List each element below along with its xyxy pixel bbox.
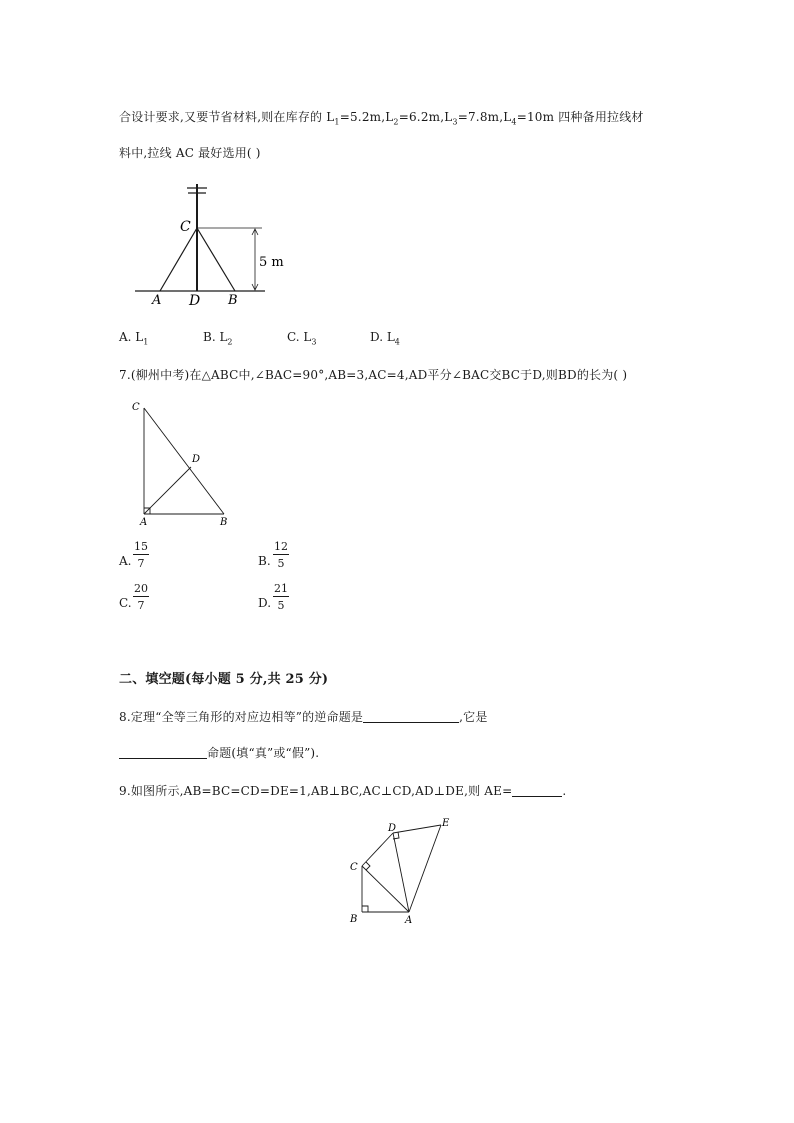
segment-de xyxy=(393,825,441,833)
side-bc xyxy=(144,408,224,514)
label-a: A xyxy=(152,293,162,308)
q6-option-a[interactable]: A. $L_1$ xyxy=(119,330,149,347)
q6-stem-line1: 合设计要求,又要节省材料,则在库存的 $L_1=5.2m,L_2=6.2m,L_3=7.8m,L_4=10m$ 四种备用拉线材 xyxy=(119,110,644,127)
q7-stem: 7.(柳州中考)在△ABC中,∠BAC=90°,AB=3,AC=4,AD平分∠BAC交BC于D,则BD的长为( ) xyxy=(119,368,628,382)
q7-option-b-letter[interactable]: B. xyxy=(258,554,271,568)
section-heading: 二、填空题(每小题 5 分,共 25 分) xyxy=(119,672,329,687)
q6-pole-figure xyxy=(130,178,290,310)
q8-stem-line1: 8.定理“全等三角形的对应边相等”的逆命题是 ,它是 xyxy=(119,710,488,724)
bisector-ad xyxy=(144,467,191,514)
segment-ad xyxy=(393,833,409,912)
label-c: C xyxy=(180,219,191,235)
q7-option-b-fraction: $\frac{12}{5}$ xyxy=(274,540,288,570)
q8-stem-line2: 命题(填“真”或“假”). xyxy=(119,744,319,761)
q9-spiral-figure xyxy=(342,816,458,928)
label-b: B xyxy=(350,914,358,925)
label-a: A xyxy=(405,915,413,926)
segment-ac xyxy=(362,866,409,912)
label-b: B xyxy=(228,293,238,308)
label-c: C xyxy=(132,402,140,413)
label-b: B xyxy=(220,517,228,528)
q8-blank-1[interactable] xyxy=(363,710,459,723)
wire-bc xyxy=(197,228,235,291)
label-a: A xyxy=(140,517,148,528)
right-angle-c xyxy=(366,862,370,870)
q6-option-d[interactable]: D. $L_4$ xyxy=(370,330,400,347)
right-angle-b xyxy=(362,906,368,912)
height-label: 5 m xyxy=(259,255,284,270)
label-e: E xyxy=(442,818,450,829)
q7-option-a-letter[interactable]: A. xyxy=(119,554,132,568)
q6-stem-line2: 料中,拉线 AC 最好选用( ) xyxy=(119,146,261,160)
q7-option-c-letter[interactable]: C. xyxy=(119,596,132,610)
segment-cd xyxy=(362,833,393,866)
segment-ae xyxy=(409,825,441,912)
q6-option-c[interactable]: C. $L_3$ xyxy=(287,330,317,347)
q7-triangle-figure xyxy=(128,398,238,530)
label-d: D xyxy=(192,454,201,465)
label-d: D xyxy=(189,293,201,309)
q7-option-d-fraction: $\frac{21}{5}$ xyxy=(274,582,288,612)
wire-ac xyxy=(160,228,197,291)
q7-option-a-fraction: $\frac{15}{7}$ xyxy=(134,540,148,570)
q6-option-b[interactable]: B. $L_2$ xyxy=(203,330,233,347)
q7-option-d-letter[interactable]: D. xyxy=(258,596,272,610)
q9-stem: 9.如图所示,AB=BC=CD=DE=1,AB⊥BC,AC⊥CD,AD⊥DE,则 AE= . xyxy=(119,784,567,798)
q8-blank-2[interactable] xyxy=(119,746,207,759)
label-c: C xyxy=(350,862,358,873)
q7-option-c-fraction: $\frac{20}{7}$ xyxy=(134,582,148,612)
label-d: D xyxy=(388,823,397,834)
q9-blank[interactable] xyxy=(512,784,562,797)
